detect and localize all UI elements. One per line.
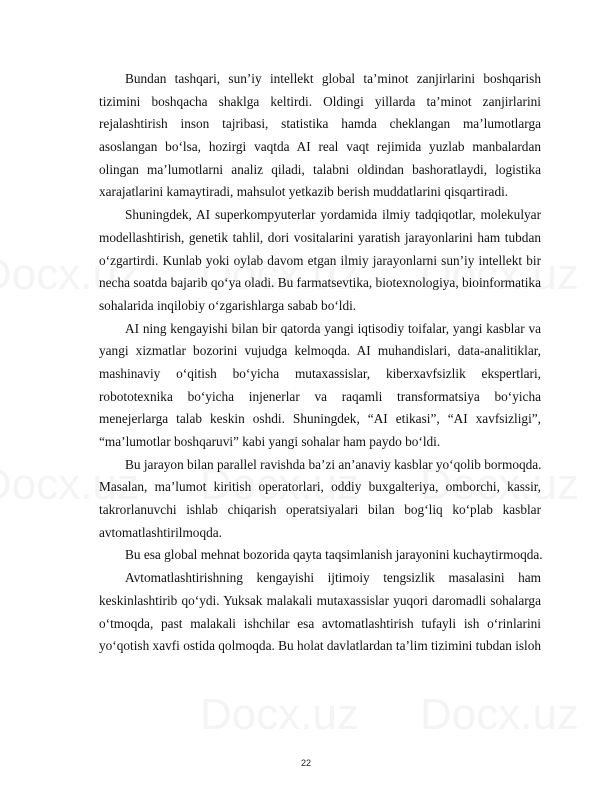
watermark	[420, 690, 579, 740]
text-line: takrorlanuvchi ishlab chiqarish operatsiyalari bilan bog‘liq ko‘plab kasblar	[99, 502, 541, 518]
paragraph	[99, 544, 541, 567]
text-line: mashinaviy o‘qitish bo‘yicha mutaxassislar, kiberxavfsizlik ekspertlari,	[99, 365, 541, 381]
text-line: asoslangan bo‘lsa, hozirgi vaqtda AI real vaqt rejimida yuzlab manbalardan	[99, 139, 541, 155]
text-line: menejerlarga talab keskin oshdi. Shuningdek, “AI etikasi”, “AI xavfsizligi”,	[99, 411, 541, 427]
text-line: Shuningdek, AI superkompyuterlar yordamida ilmiy tadqiqotlar, molekulyar	[125, 207, 541, 223]
text-line: Masalan, ma’lumot kiritish operatorlari, oddiy buxgalteriya, omborchi, kassir,	[99, 479, 541, 495]
text-line: AI ning kengayishi bilan bir qatorda yangi iqtisodiy toifalar, yangi kasblar va	[125, 320, 541, 336]
text-line: Bu esa global mehnat bozorida qayta taqsimlanish jarayonini kuchaytirmoqda.	[125, 547, 543, 563]
paragraph	[99, 454, 541, 545]
text-line: Bundan tashqari, sun’iy intellekt global ta’minot zanjirlarini boshqarish	[125, 71, 541, 86]
text-line: xarajatlarini kamaytiradi, mahsulot yetkazib berish muddatlarini qisqartiradi.	[99, 184, 509, 200]
text-line: yangi xizmatlar bozorini vujudga kelmoqda. AI muhandislari, data-analitiklar,	[99, 343, 541, 359]
text-line: Avtomatlashtirishning kengayishi ijtimoiy tengsizlik masalasini ham	[125, 570, 541, 586]
text-line: yo‘qotish xavfi ostida qolmoqda. Bu holat davlatlardan ta’lim tizimini tubdan isloh	[99, 638, 542, 654]
text-line: robototexnika bo‘yicha injenerlar va raqamli transformatsiya bo‘yicha	[99, 388, 541, 404]
paragraph	[99, 204, 541, 317]
text-line: Bu jarayon bilan parallel ravishda ba’zi an’anaviy kasblar yo‘qolib bormoqda.	[125, 456, 542, 472]
text-line: tizimini boshqacha shaklga keltirdi. Oldingi yillarda ta’minot zanjirlarini	[99, 93, 541, 109]
text-line: o‘tmoqda, past malakali ishchilar esa avtomatlashtirish tufayli ish o‘rinlarini	[99, 615, 541, 631]
paragraph	[99, 68, 541, 204]
text-line: olingan ma’lumotlarni analiz qiladi, talabni oldindan bashoratlaydi, logistika	[99, 161, 541, 177]
document-body	[99, 68, 541, 658]
text-line: o‘zgartirdi. Kunlab yoki oylab davom etgan ilmiy jarayonlarni sun’iy intellekt bir	[99, 252, 541, 268]
paragraph	[99, 567, 541, 658]
text-line: avtomatlashtirilmoqda.	[99, 524, 222, 540]
text-line: rejalashtirish inson tajribasi, statistika hamda cheklangan ma’lumotlarga	[99, 116, 541, 132]
text-line: keskinlashtirib qo‘ydi. Yuksak malakali mutaxassislar yuqori daromadli sohalarga	[99, 592, 541, 608]
text-line: modellashtirish, genetik tahlil, dori vositalarini yaratish jarayonlarini ham tubdan	[99, 229, 541, 245]
text-line: sohalarida inqilobiy o‘zgarishlarga sabab bo‘ldi.	[99, 297, 357, 313]
paragraph	[99, 318, 541, 454]
watermark	[200, 690, 359, 740]
text-line: “ma’lumotlar boshqaruvi” kabi yangi sohalar ham paydo bo‘ldi.	[99, 434, 441, 449]
page-number: 22	[300, 758, 311, 768]
text-line: necha soatda bajarib qo‘ya oladi. Bu farmatsevtika, biotexnologiya, bioinformatika	[99, 275, 541, 291]
